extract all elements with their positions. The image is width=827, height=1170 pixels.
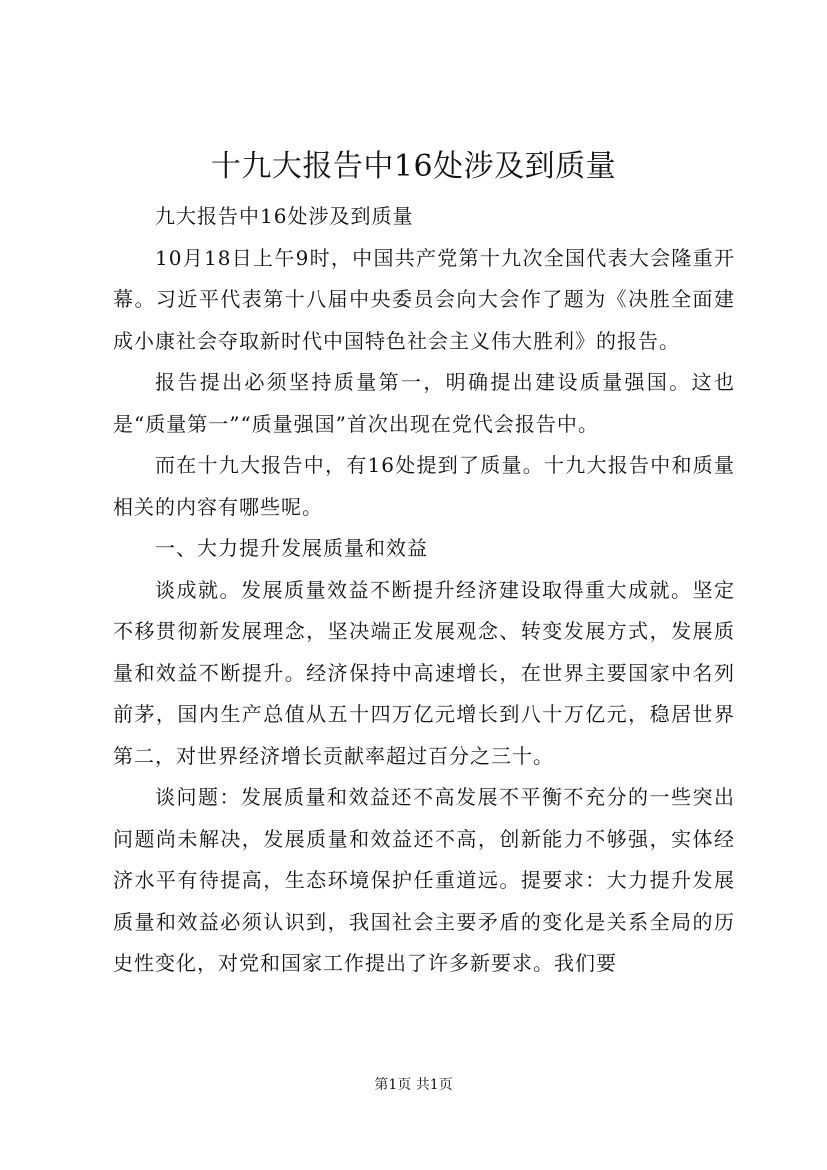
paragraph-opening: 10月18日上午9时，中国共产党第十九次全国代表大会隆重开幕。习近平代表第十八届中央委员会向大会作了题为《决胜全面建成小康社会夺取新时代中国特色社会主义伟大胜利》的报告。 [113,245,735,353]
paragraph-sixteen-mentions: 而在十九大报告中，有16处提到了质量。十九大报告中和质量相关的内容有哪些呢。 [113,453,735,519]
paragraph-subtitle: 九大报告中16处涉及到质量 [155,204,414,228]
section-heading-one: 一、大力提升发展质量和效益 [155,536,428,560]
document-title: 十九大报告中16处涉及到质量 [210,149,617,184]
document-body [113,196,735,985]
page-footer: 第1页 共1页 [374,1077,453,1093]
paragraph-problems: 谈问题：发展质量和效益还不高发展不平衡不充分的一些突出问题尚未解决，发展质量和效益还不高，创新能力不够强，实体经济水平有待提高，生态环境保护任重道远。提要求：大力提升发展质量和效益必须认识到，我国社会主要矛盾的变化是关系全局的历史性变化，对党和国家工作提出了许多新要求。我们要 [113,785,735,975]
paragraph-achievements: 谈成就。发展质量效益不断提升经济建设取得重大成就。坚定不移贯彻新发展理念，坚决端正发展观念、转变发展方式，发展质量和效益不断提升。经济保持中高速增长，在世界主要国家中名列前茅，国内生产总值从五十四万亿元增长到八十万亿元，稳居世界第二，对世界经济增长贡献率超过百分之三十。 [113,577,735,768]
paragraph-quality-first: 报告提出必须坚持质量第一，明确提出建设质量强国。这也是“质量第一”“质量强国”首次出现在党代会报告中。 [113,370,735,436]
